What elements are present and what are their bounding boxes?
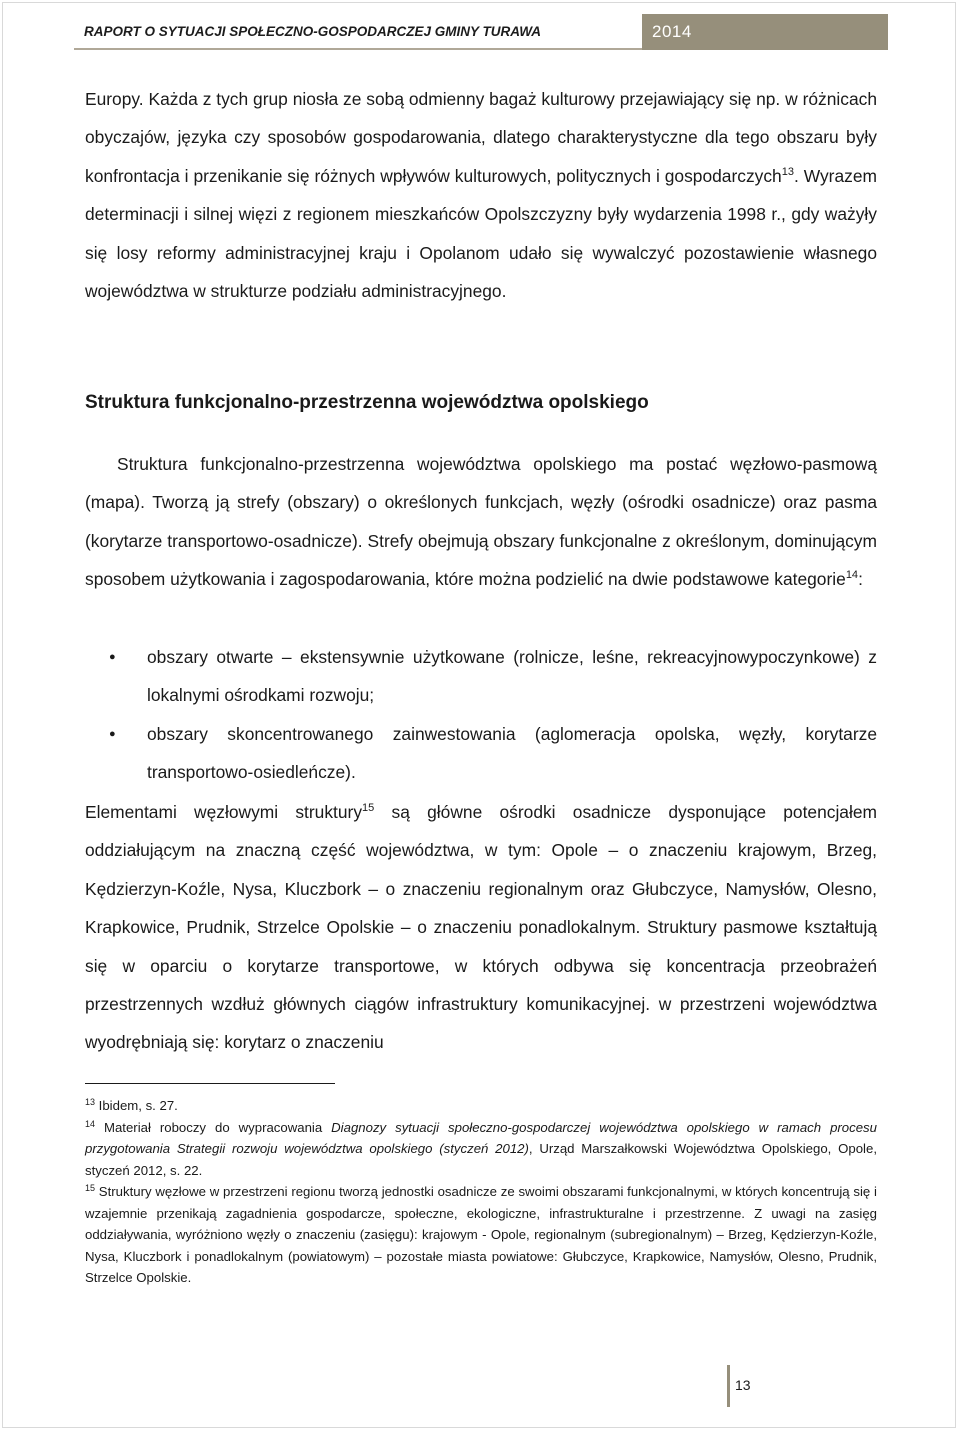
footnote-ref-14[interactable]: 14 [845, 569, 859, 582]
header-title: RAPORT O SYTUACJI SPOŁECZNO-GOSPODARCZEJ GMINY TURAWA [74, 14, 642, 50]
header-year: 2014 [642, 14, 888, 50]
footnote-title: Diagnozy sytuacji społeczno-gospodarczej województwa opolskiego w ramach procesu przygotowania Strategii rozwoju województwa opolskiego (styczeń 2012) [85, 1119, 877, 1156]
page-header [74, 14, 888, 50]
list-item: ● obszary otwarte – ekstensywnie użytkowane (rolnicze, leśne, rekreacyjnowypoczynkowe) z lokalnymi ośrodkami rozwoju; [85, 638, 877, 715]
footnote-15 [85, 1181, 877, 1289]
paragraph-intro [85, 80, 877, 310]
footnote-14 [85, 1117, 877, 1182]
page-number-box [727, 1365, 797, 1407]
page-number-bar [727, 1365, 730, 1407]
footnote-13 [85, 1095, 877, 1117]
footnote-text: , Urząd Marszałkowski Województwa Opolskiego, Opole, styczeń 2012, s. 22. [85, 1141, 877, 1178]
footnote-ref-15[interactable]: 15 [362, 802, 375, 814]
footnote-number: 13 [85, 1097, 96, 1107]
footnote-text: Struktury węzłowe w przestrzeni regionu tworzą jednostki osadnicze ze swoimi obszarami funkcjonalnymi, w których koncentrują się i wzajemnie przenikają zagadnienia gospodarcze, społeczne, ekologiczne, infrastrukturalne i przestrzenne. Z uwagi na zasięg oddziaływania, wyróżniono węzły o znaczeniu (zasięgu): krajowym - Opole, regionalnym (subregionalnym) – Brzeg, Kędzierzyn-Koźle, Nysa, Kluczbork i ponadlokalnym (powiatowym) – pozostałe miasta powiatowe: Głubczyce, Krapkowice, Namysłów, Olesno, Prudnik, Strzelce Opolskie. [85, 1184, 877, 1285]
paragraph-nodes [85, 793, 877, 1062]
footnote-ref-13[interactable]: 13 [781, 165, 794, 178]
page-number: 13 [735, 1377, 751, 1393]
footnote-separator [85, 1083, 335, 1084]
paragraph-structure-tail: : [858, 569, 863, 590]
section-heading: Struktura funkcjonalno-przestrzenna województwa opolskiego [85, 392, 649, 413]
footnote-text: Ibidem, s. 27. [95, 1098, 178, 1113]
category-list [85, 638, 877, 792]
paragraph-nodes-text-a: Elementami węzłowymi struktury [85, 802, 363, 822]
paragraph-nodes-text-b: są główne ośrodki osadnicze dysponujące potencjałem oddziałującym na znaczną część województwa, w tym: Opole – o znaczeniu krajowym, Brzeg, Kędzierzyn-Koźle, Nysa, Kluczbork – o znaczeniu regionalnym oraz Głubczyce, Namysłów, Olesno, Krapkowice, Prudnik, Strzelce Opolskie – o znaczeniu ponadlokalnym. Struktury pasmowe kształtują się w oparciu o korytarze transportowe, w których odbywa się koncentracja przeobrażeń przestrzennych wzdłuż głównych ciągów infrastruktury komunikacyjnej. w przestrzeni województwa wyodrębniają się: korytarz o znaczeniu [85, 802, 877, 1053]
paragraph-structure [85, 445, 877, 599]
paragraph-intro-text-a: Europy. Każda z tych grup niosła ze sobą odmienny bagaż kulturowy przejawiający się np. w różnicach obyczajów, języka czy sposobów gospodarowania, dlatego charakterystyczne dla tego obszaru były konfrontacja i przenikanie się różnych wpływów kulturowych, politycznych i gospodarczych [85, 89, 877, 186]
footnotes [85, 1095, 877, 1289]
footnote-number: 15 [85, 1183, 96, 1193]
list-item: ● obszary skoncentrowanego zainwestowania (aglomeracja opolska, węzły, korytarze transportowo-osiedleńcze). [85, 715, 877, 792]
paragraph-structure-text: Struktura funkcjonalno-przestrzenna województwa opolskiego ma postać węzłowo-pasmową (mapa). Tworzą ją strefy (obszary) o określonych funkcjach, węzły (ośrodki osadnicze) oraz pasma (korytarze transportowo-osadnicze). Strefy obejmują obszary funkcjonalne z określonym, dominującym sposobem użytkowania i zagospodarowania, które można podzielić na dwie podstawowe kategorie [85, 454, 877, 590]
footnote-number: 14 [85, 1118, 96, 1129]
footnote-text: Materiał roboczy do wypracowania [95, 1119, 332, 1135]
paragraph-intro-text-b: . Wyrazem determinacji i silnej więzi z regionem mieszkańców Opolszczyzny były wydarzenia 1998 r., gdy ważyły się losy reformy administracyjnej kraju i Opolanom udało się wywalczyć pozostawienie własnego województwa w strukturze podziału administracyjnego. [85, 165, 877, 302]
